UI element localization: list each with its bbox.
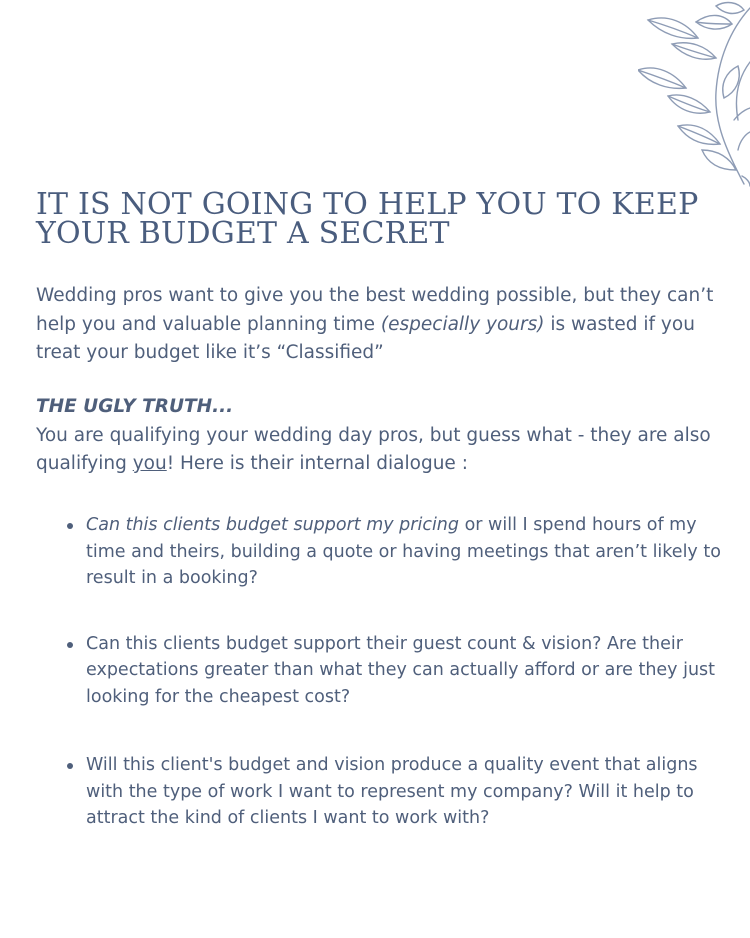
ugly-truth-text-2: ! Here is their internal dialogue : <box>166 453 468 474</box>
bullet-1-text: or will I spend hours of my time and theirs, building a quote or having meetings that aren’t likely to result in a booking? <box>86 515 721 588</box>
bullet-2-text: Can this clients budget support their guest count & vision? Are their expectations greater than what they can actually afford or are they just looking for the cheapest cost? <box>86 633 716 707</box>
dialogue-list <box>86 512 736 832</box>
intro-text-2: is wasted if you treat your budget like it’s “Classified” <box>36 313 695 363</box>
ugly-truth-heading: THE UGLY TRUTH... <box>36 396 234 417</box>
list-item <box>86 512 736 592</box>
title-line-1: IT IS NOT GOING TO HELP YOU TO KEEP <box>36 187 699 222</box>
list-item <box>86 752 736 832</box>
ugly-truth-underlined: you <box>132 453 167 474</box>
ugly-truth-paragraph <box>36 393 736 479</box>
intro-italic: (especially yours) <box>380 313 545 335</box>
intro-paragraph <box>36 282 736 368</box>
bullet-3-text: Will this client's budget and vision produce a quality event that aligns with the type of work I want to represent my company? Will it help to attract the kind of clients I want to work with? <box>86 755 698 828</box>
ugly-truth-text-1: You are qualifying your wedding day pros, but guess what - they are also qualifying <box>36 424 711 474</box>
title-line-2: YOUR BUDGET A SECRET <box>36 216 450 251</box>
intro-text-1: Wedding pros want to give you the best wedding possible, but they can’t help you and valuable planning time <box>36 285 714 335</box>
list-item <box>86 631 736 711</box>
page-title <box>36 187 716 251</box>
bullet-1-italic: Can this clients budget support my pricing <box>86 515 460 535</box>
leaf-branch-icon <box>638 0 750 190</box>
